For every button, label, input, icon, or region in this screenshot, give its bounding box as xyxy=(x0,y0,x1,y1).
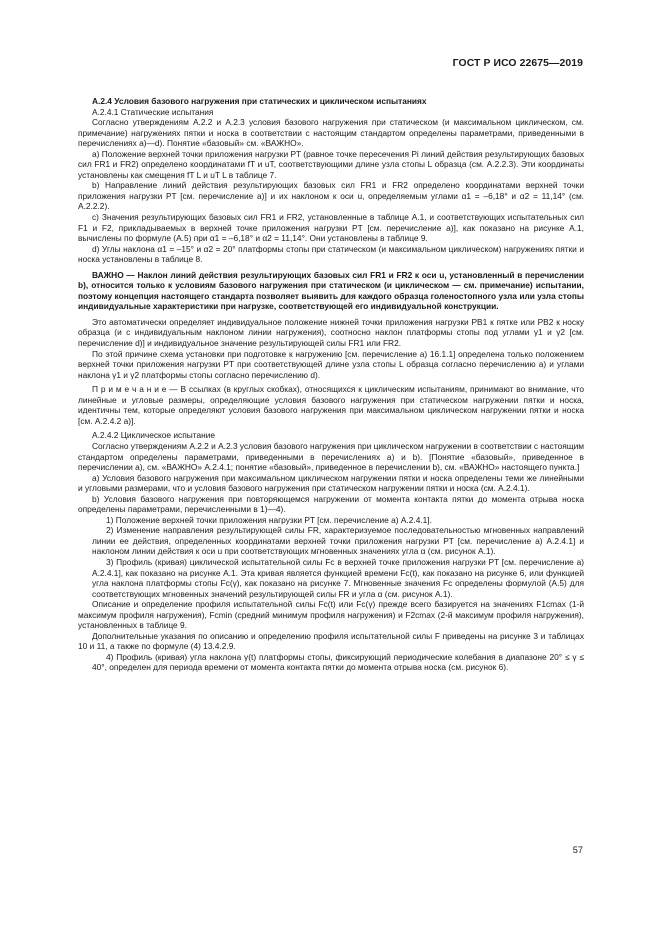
list-item-d: d) Углы наклона α1 = –15° и α2 = 20° платформы стопы при статическом (и максимальном циклическом) нагружениях пятки и носка установлены в таблице 8. xyxy=(78,243,584,265)
section-heading-a24: А.2.4 Условия базового нагружения при статических и циклическом испытаниях xyxy=(92,96,427,106)
subsection-heading-a242: А.2.4.2 Циклическое испытание xyxy=(92,430,215,441)
sub-list-item-2: 2) Изменение направления результирующей силы FR, характеризуемое последовательностью мгновенных направлений линии ее действия, определенных координатами верхней точки приложения нагрузки PT [см. перечисление а) А.2.4.1] и наклоном линии действия к оси u при соответствующих мгновенных значениях угла α (см. рисунок А.1). xyxy=(92,525,584,557)
page-number: 57 xyxy=(572,845,583,855)
paragraph: Описание и определение профиля испытательной силы Fc(t) или Fc(γ) прежде всего базируется на значениях F1cmax (1-й максимум профиля нагружения), Fcmin (средний минимум профиля нагружения) и F2cmax (2-й максимум профиля нагружения), установленных в таблице 9. xyxy=(78,599,584,631)
paragraph: Дополнительные указания по описанию и определению профиля испытательной силы F приведены на рисунке 3 и таблицах 10 и 11, а также по формуле (4) 13.4.2.9. xyxy=(78,630,584,652)
sub-list-item-4: 4) Профиль (кривая) угла наклона γ(t) платформы стопы, фиксирующий периодические колебания в диапазоне 20° ≤ γ ≤ 40°, определен для периода времени от момента контакта пятки до момента отрыва носка (см. рисунок 6). xyxy=(92,651,584,673)
document-id-header: ГОСТ Р ИСО 22675—2019 xyxy=(452,58,583,69)
list-item-b: b) Условия базового нагружения при повторяющемся нагружении от момента контакта пятки до момента отрыва носка определены параметрами, перечисленными в 1)—4). xyxy=(78,493,584,515)
list-item-a: а) Условия базового нагружения при максимальном циклическом нагружении пятки и носка определены теми же линейными и угловыми размерами, что и условия базового нагружения при статическом нагружении пятки и носка (см. А.2.4.1). xyxy=(78,472,584,494)
sub-list-item-3: 3) Профиль (кривая) циклической испытательной силы Fc в верхней точке приложения нагрузки PT [см. перечисление а) А.2.4.1], как показано на рисунке А.1. Эта кривая является функцией времени Fc(t), как показано на рисунке 6, или функцией угла наклона платформы стопы Fc(γ), как показано на рисунке 7. Мгновенные значения Fc определены формулой (А.5) для соответствующих мгновенных значений результирующей силы FR и угла α (см. рисунок А.1). xyxy=(92,556,584,599)
subsection-heading-a241: А.2.4.1 Статические испытания xyxy=(92,106,214,117)
paragraph: По этой причине схема установки при подготовке к нагружению [см. перечисление а) 16.1.1] определена только положением верхней точки приложения нагрузки PT при соответствующей длине узла стопы L образца согласно перечислению а) и углами наклона γ1 и γ2 платформы стопы согласно перечислению d). xyxy=(78,348,584,380)
important-notice: ВАЖНО — Наклон линий действия результирующих базовых сил FR1 и FR2 к оси u, установленный в перечислении b), относится только к условиям базового нагружения при статическом (и циклическом — см. примечание) испытании, поэтому концепция настоящего стандарта позволяет выявить для каждого образца голеностопного узла или узла стопы индивидуальные характеристики при нагрузке, соответствующей его индивидуальной конструкции. xyxy=(78,269,584,312)
paragraph: Это автоматически определяет индивидуальное положение нижней точки приложения нагрузки PB1 к пятке или PB2 к носку образца (и с индивидуальным наклоном линии нагружения), соотносно наклон платформы стопы под углами γ1 и γ2 [см. перечисление d)] и индивидуальное значение результирующей силы FR1 или FR2. xyxy=(78,316,584,349)
list-item-a: а) Положение верхней точки приложения нагрузки PT (равное точке пересечения Pi линий действия результирующих базовых сил FR1 и FR2) определено координатами fT и uT, соответствующими длине узла стопы L образца (см. А.2.2.3). Эти координаты установлены как смещения fT L и uT L в таблице 7. xyxy=(78,148,584,180)
page-body xyxy=(78,96,584,673)
paragraph: Согласно утверждениям А.2.2 и А.2.3 условия базового нагружения при статическом (и максимальном циклическом, см. примечание) нагружениях пятки и носка в соответствии с настоящим стандартом определены параметрами, приведенными в перечислениях а)—d). Понятие «базовый» см. «ВАЖНО». xyxy=(78,117,584,149)
paragraph: Согласно утверждениям А.2.2 и А.2.3 условия базового нагружения при циклическом нагружении в соответствии с настоящим стандартом определены параметрами, приведенными в перечислениях а) и b). [Понятие «базовый», приведенное в перечислении а), см. «ВАЖНО» А.2.4.1; понятие «базовый», приведенное в перечислении b), см. «ВАЖНО» настоящего пункта.] xyxy=(78,440,584,473)
list-item-c: с) Значения результирующих базовых сил FR1 и FR2, установленные в таблице А.1, и соответствующих испытательных сил F1 и F2, прикладываемых в верхней точке приложения нагрузки PT [см. перечисление а)], как показано на рисунке А.1, вычислены по формуле (А.5) при α1 = –6,18° и α2 = 11,14°. Они установлены в таблице 9. xyxy=(78,212,584,244)
list-item-b: b) Направление линий действия результирующих базовых сил FR1 и FR2 определено координатами верхней точки приложения нагрузки PT [см. перечисление а)] и их наклоном к оси u, определяемым углами α1 = –6,18° и α2 = 11,14° (см. А.2.2.2). xyxy=(78,180,584,212)
sub-list-item-1: 1) Положение верхней точки приложения нагрузки PT [см. перечисление а) А.2.4.1]. xyxy=(106,514,432,525)
note-paragraph: П р и м е ч а н и е — В ссылках (в круглых скобках), относящихся к циклическим испытаниям, принимают во внимание, что линейные и угловые размеры, определяющие условия базового нагружения при статическом нагружении пятки и носка, идентичны тем, которые определяют условия базового нагружения при максимальном циклическом нагружении пятки и носка [см. А.2.4.2 а)]. xyxy=(78,384,584,426)
